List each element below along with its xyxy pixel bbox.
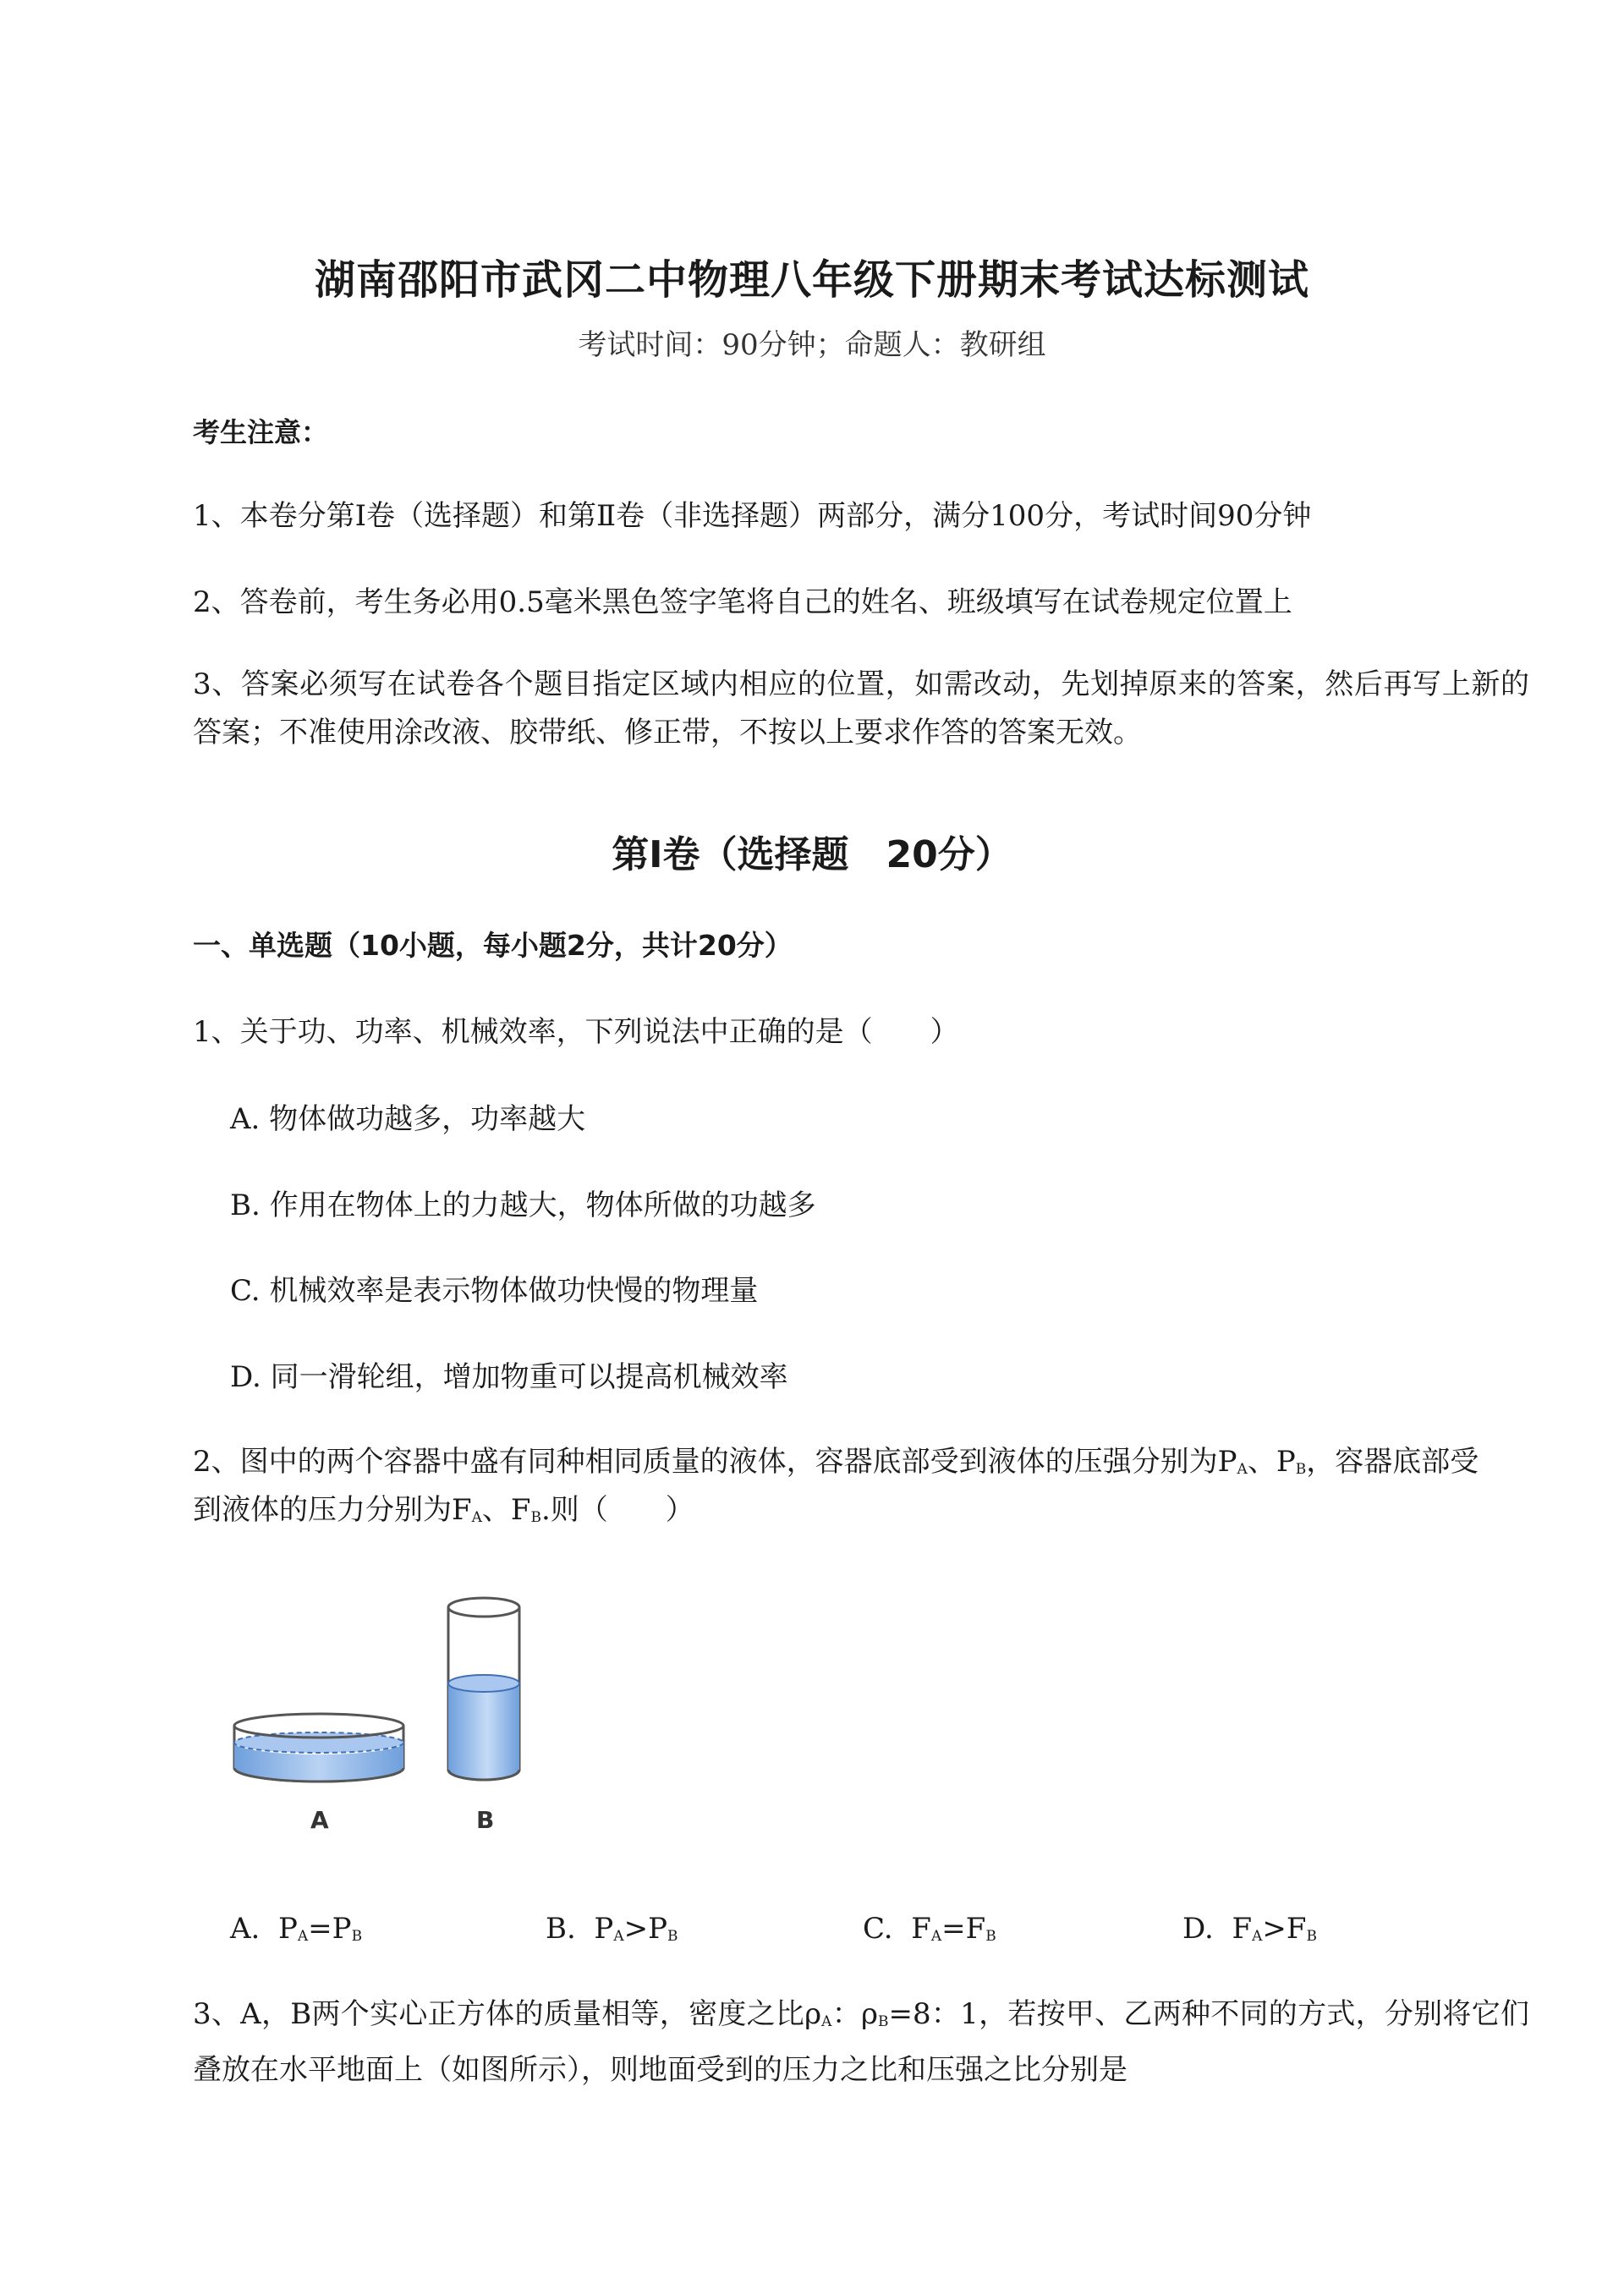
containers-figure (224, 1590, 546, 1848)
question-group-heading: 一、单选题（10小题，每小题2分，共计20分） (193, 929, 793, 962)
exam-info: 考试时间：90分钟；命题人：教研组 (578, 328, 1046, 362)
figure-label-b: B (476, 1806, 495, 1834)
question-2-option-b[interactable]: B. $P_A>P_B$ (546, 1912, 678, 1946)
notice-item: 1、本卷分第I卷（选择题）和第Ⅱ卷（非选择题）两部分，满分100分，考试时间90分钟 (193, 499, 1312, 533)
page-title: 湖南邵阳市武冈二中物理八年级下册期末考试达标测试 (314, 256, 1309, 304)
containers-diagram (224, 1590, 546, 1844)
question-1-option-a[interactable]: A. 物体做功越多，功率越大 (230, 1102, 586, 1136)
notice-heading: 考生注意： (193, 416, 329, 448)
question-1-stem: 1、关于功、功率、机械效率，下列说法中正确的是（ ） (193, 1015, 959, 1049)
question-2-stem-line1: 2、图中的两个容器中盛有同种相同质量的液体，容器底部受到液体的压强分别为$P_A$、$P_B$，容器底部受 (193, 1445, 1479, 1479)
figure-label-a: A (310, 1806, 329, 1834)
notice-item: 2、答卷前，考生务必用0.5毫米黑色签字笔将自己的姓名、班级填写在试卷规定位置上 (193, 585, 1292, 619)
question-1-option-d[interactable]: D. 同一滑轮组，增加物重可以提高机械效率 (230, 1360, 788, 1394)
section-title: 第I卷（选择题 20分） (612, 833, 1012, 876)
container-b (448, 1598, 519, 1780)
question-2-stem-line2: 到液体的压力分别为$F_A$、$F_B$.则（ ） (193, 1493, 694, 1527)
question-2-option-c[interactable]: C. $F_A=F_B$ (863, 1912, 996, 1946)
question-2-option-a[interactable]: A. $P_A=P_B$ (230, 1912, 363, 1946)
question-3-stem: 3、A，B两个实心正方体的质量相等，密度之比$\rho_A$：$\rho_B=8$：1，若按甲、乙两种不同的方式，分别将它们叠放在水平地面上（如图所示），则地面受到的压力之比和压强之比分别是 (193, 1997, 1529, 2087)
question-2-option-d[interactable]: D. $F_A>F_B$ (1182, 1912, 1317, 1946)
container-a (234, 1714, 403, 1782)
notice-item: 3、答案必须写在试卷各个题目指定区域内相应的位置，如需改动，先划掉原来的答案，然后再写上新的答案；不准使用涂改液、胶带纸、修正带，不按以上要求作答的答案无效。 (193, 667, 1529, 749)
question-1-option-c[interactable]: C. 机械效率是表示物体做功快慢的物理量 (230, 1274, 759, 1308)
question-1-option-b[interactable]: B. 作用在物体上的力越大，物体所做的功越多 (230, 1189, 816, 1222)
